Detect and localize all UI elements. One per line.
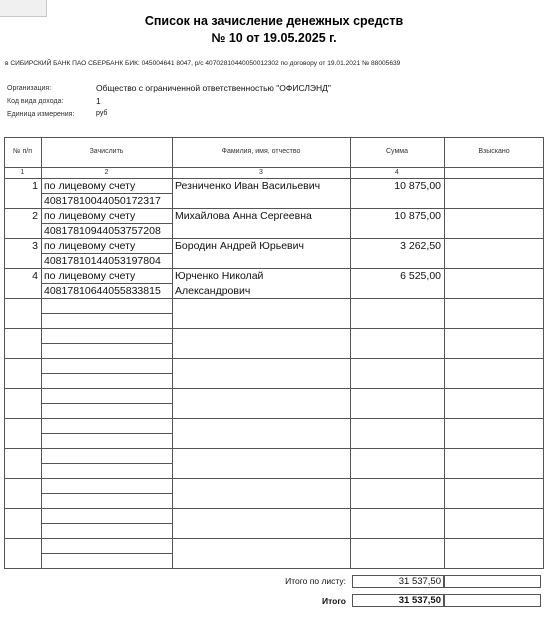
table-grid	[41, 553, 172, 554]
page-total-value: 31 537,50	[398, 576, 441, 587]
table-grid	[4, 238, 544, 239]
grand-total-collected-box	[444, 594, 541, 607]
unit-label: Единица измерения:	[7, 111, 75, 118]
column-header-full-name: Фамилия, имя, отчество	[221, 148, 301, 155]
table-grid	[4, 448, 544, 449]
table-grid	[41, 283, 172, 284]
row-number: 3	[32, 240, 38, 252]
unit-value: руб	[96, 110, 108, 117]
bank-details: в СИБИРСКИЙ БАНК ПАО СБЕРБАНК БИК: 045004641 8047, р/с 40702810440050012302 по договору от 19.01.2021 № 88005639	[5, 60, 401, 67]
column-number: 2	[104, 169, 109, 176]
payment-method: по лицевому счету	[44, 240, 136, 252]
column-header-number: № п/п	[13, 148, 32, 155]
column-number: 4	[395, 169, 399, 176]
table-grid	[4, 358, 544, 359]
table-grid	[41, 313, 172, 314]
row-number: 4	[32, 270, 38, 282]
table-grid	[4, 167, 544, 168]
table-grid	[4, 178, 544, 179]
income-code-label: Код вида дохода:	[7, 98, 64, 105]
column-header-collected: Взыскано	[478, 148, 510, 155]
table-grid	[4, 298, 544, 299]
account-number: 40817810644055833815	[44, 285, 161, 297]
table-grid	[4, 538, 544, 539]
grand-total-value: 31 537,50	[398, 595, 441, 606]
table-grid	[4, 418, 544, 419]
payment-amount: 6 525,00	[400, 270, 441, 282]
table-grid	[41, 137, 42, 569]
table-grid	[41, 343, 172, 344]
column-header-credit: Зачислить	[89, 148, 124, 155]
row-number: 1	[32, 180, 38, 192]
column-number: 3	[259, 169, 263, 176]
document-title: Список на зачисление денежных средств	[144, 14, 404, 28]
table-grid	[41, 193, 172, 194]
table-grid	[444, 137, 445, 569]
table-grid	[41, 253, 172, 254]
employee-name: Михайлова Анна Сергеевна	[175, 210, 312, 222]
table-grid	[4, 268, 544, 269]
payment-method: по лицевому счету	[44, 270, 136, 282]
organization-label: Организация:	[7, 85, 52, 92]
table-grid	[41, 493, 172, 494]
employee-name: Юрченко Николай	[175, 270, 264, 282]
payment-amount: 3 262,50	[400, 240, 441, 252]
table-grid	[4, 208, 544, 209]
column-header-amount: Сумма	[386, 148, 408, 155]
table-grid	[41, 523, 172, 524]
table-grid	[41, 373, 172, 374]
page-total-collected-box	[444, 575, 541, 588]
document-number: № 10 от 19.05.2025 г.	[211, 31, 337, 45]
table-grid	[41, 223, 172, 224]
table-grid	[41, 433, 172, 434]
payment-amount: 10 875,00	[394, 180, 441, 192]
employee-name: Бородин Андрей Юрьевич	[175, 240, 304, 252]
organization-value: Общество с ограниченной ответственностью "ОФИСЛЭНД"	[96, 83, 331, 93]
employee-name: Резниченко Иван Васильевич	[175, 180, 321, 192]
table-grid	[41, 463, 172, 464]
account-number: 40817810044050172317	[44, 195, 161, 207]
table-grid	[350, 137, 351, 569]
account-number: 40817810144053197804	[44, 255, 161, 267]
row-number: 2	[32, 210, 38, 222]
table-grid	[4, 508, 544, 509]
account-number: 40817810944053757208	[44, 225, 161, 237]
grand-total-label: Итого	[322, 596, 346, 606]
column-number: 1	[20, 169, 25, 176]
income-code-value: 1	[96, 96, 101, 106]
page-total-label: Итого по листу:	[285, 576, 346, 586]
table-grid	[4, 478, 544, 479]
employee-name-continued: Александрович	[175, 285, 251, 297]
payment-method: по лицевому счету	[44, 210, 136, 222]
table-grid	[4, 328, 544, 329]
table-grid	[172, 137, 173, 569]
payment-amount: 10 875,00	[394, 210, 441, 222]
table-grid	[41, 403, 172, 404]
payment-method: по лицевому счету	[44, 180, 136, 192]
table-grid	[4, 388, 544, 389]
